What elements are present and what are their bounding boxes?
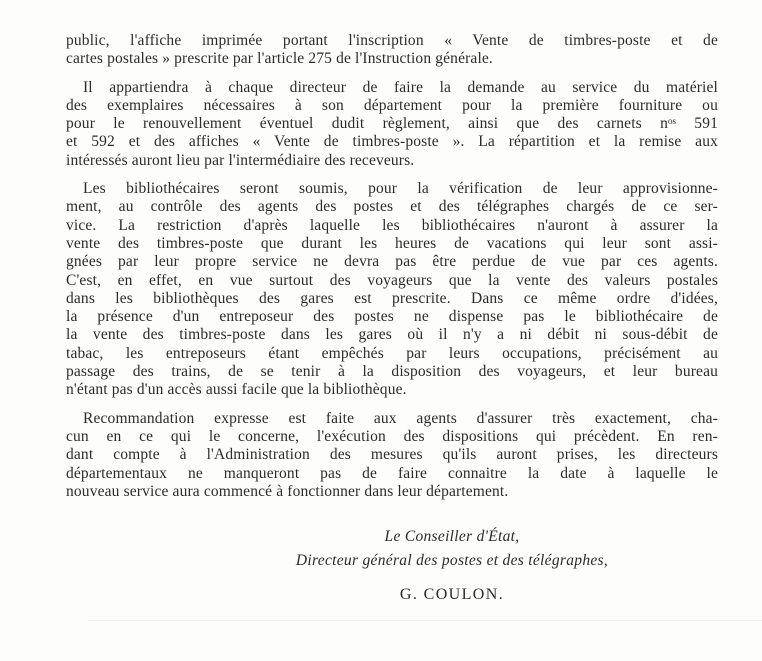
text-line: dant compte à l'Administration des mesures qu'ils auront prises, les directeurs — [66, 446, 718, 464]
text-line: cartes postales » prescrite par l'article 275 de l'Instruction générale. — [66, 50, 493, 68]
text-line: ment, au contrôle des agents des postes et des télégraphes chargés de ce ser- — [66, 198, 718, 216]
text-line: vice. La restriction d'après laquelle les bibliothécaires n'auront à assurer la — [66, 216, 718, 234]
text-line: Il appartiendra à chaque directeur de faire la demande au service du matériel — [83, 78, 718, 96]
text-line: Recommandation expresse est faite aux agents d'assurer très exactement, cha- — [83, 409, 718, 427]
text-line: vente des timbres-poste que durant les heures de vacations qui leur sont assi- — [66, 234, 718, 252]
text-line: la vente des timbres-poste dans les gares où il n'y a ni débit ni sous-débit de — [66, 326, 718, 344]
text-line: départementaux ne manqueront pas de faire connaitre la date à laquelle le — [66, 464, 718, 482]
paragraph — [66, 32, 718, 69]
scan-artifact-line — [88, 620, 762, 621]
text-line: tabac, les entreposeurs étant empêchés par leurs occupations, précisément au — [66, 344, 718, 362]
text-line: des exemplaires nécessaires à son département pour la première fourniture ou — [66, 96, 718, 114]
text-line: cun en ce qui le concerne, l'exécution des dispositions qui précèdent. En ren- — [66, 427, 718, 445]
signatory-title-line: Le Conseiller d'État, — [384, 528, 520, 546]
text-line: Les bibliothécaires seront soumis, pour la vérification de leur approvisionne- — [83, 180, 718, 198]
text-line: intéressés auront lieu par l'intermédiaire des receveurs. — [66, 151, 415, 169]
paragraph — [66, 180, 718, 400]
text-line: et 592 et des affiches « Vente de timbres-poste ». La répartition et la remise aux — [66, 133, 718, 151]
text-line: gnées par leur propre service ne devra pas être perdue de vue par ces agents. — [66, 253, 718, 271]
text-line: dans les bibliothèques des gares est prescrite. Dans ce même ordre d'idées, — [66, 289, 718, 307]
text-line: n'étant pas d'un accès aussi facile que la bibliothèque. — [66, 381, 407, 399]
document-page — [66, 32, 718, 604]
signatory-name: G. COULON. — [399, 586, 505, 604]
text-line: nouveau service aura commencé à fonctionner dans leur département. — [66, 482, 509, 500]
text-line: pour le renouvellement éventuel dudit règlement, ainsi que des carnets nᵒˢ 591 — [66, 115, 718, 133]
text-line: public, l'affiche imprimée portant l'inscription « Vente de timbres-poste et de — [66, 32, 718, 49]
text-line: C'est, en effet, en vue surtout des voyageurs que la vente des valeurs postales — [66, 271, 718, 289]
signature-block — [212, 525, 692, 604]
signatory-title-line: Directeur général des postes et des télégraphes, — [295, 552, 609, 570]
paragraph — [66, 410, 718, 501]
text-line: passage des trains, de se tenir à la disposition des voyageurs, et leur bureau — [66, 363, 718, 381]
text-line: la présence d'un entreposeur des postes ne dispense pas le bibliothécaire de — [66, 308, 718, 326]
paragraph — [66, 79, 718, 170]
